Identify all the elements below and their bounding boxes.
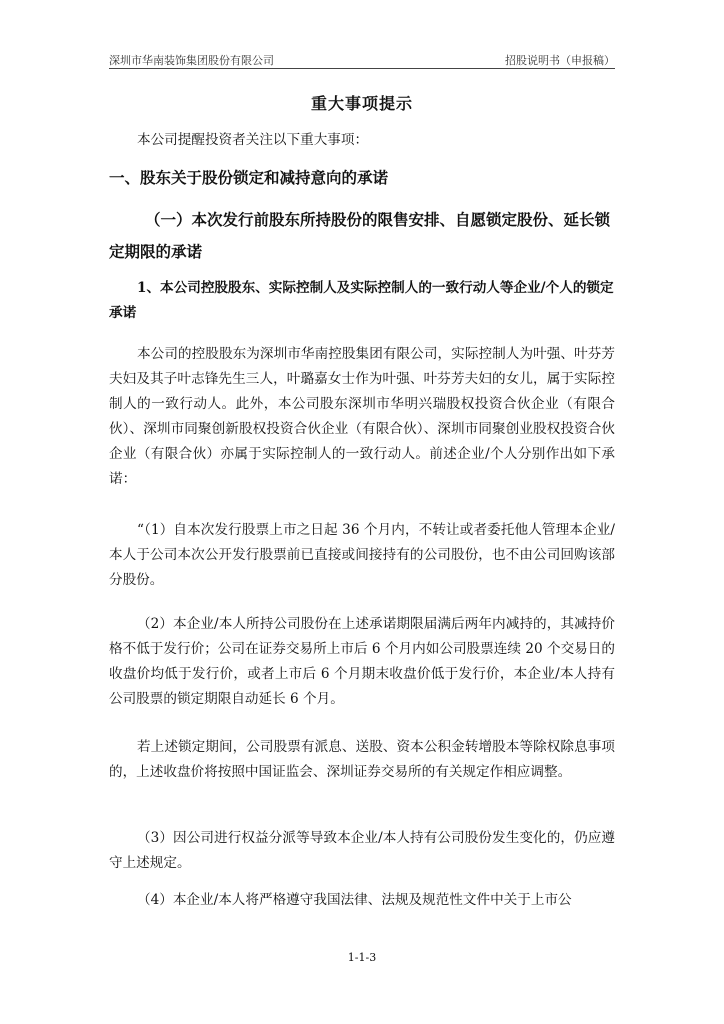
subsection-1-heading: （一）本次发行前股东所持股份的限售安排、自愿锁定股份、延长锁定期限的承诺 <box>109 211 611 261</box>
intro-paragraph: 本公司提醒投资者关注以下重大事项： <box>137 132 369 148</box>
header-company-name: 深圳市华南装饰集团股份有限公司 <box>109 54 274 67</box>
page-header <box>109 50 615 68</box>
paragraph-commitment-3: （3）因公司进行权益分派等导致本企业/本人持有公司股份发生变化的，仍应遵守上述规定。 <box>109 830 615 871</box>
section-1-heading: 一、股东关于股份锁定和减持意向的承诺 <box>109 169 389 187</box>
paragraph-controlling-shareholders: 本公司的控股股东为深圳市华南控股集团有限公司，实际控制人为叶强、叶芬芳夫妇及其子叶志锋先生三人，叶璐嘉女士作为叶强、叶芬芳夫妇的女儿，属于实际控制人的一致行动人。此外，本公司股东深圳市华明兴瑞股权投资合伙企业（有限合伙）、深圳市同聚创新股权投资合伙企业（有限合伙）、深圳市同聚创业股权投资合伙企业（有限合伙）亦属于实际控制人的一致行动人。前述企业/个人分别作出如下承诺： <box>109 346 615 487</box>
page-title: 重大事项提示 <box>310 94 413 113</box>
page-number: 1-1-3 <box>347 951 377 964</box>
paragraph-commitment-4: （4）本企业/本人将严格遵守我国法律、法规及规范性文件中关于上市公 <box>137 892 572 908</box>
paragraph-commitment-2: （2）本企业/本人所持公司股份在上述承诺期限届满后两年内减持的，其减持价格不低于发行价；公司在证券交易所上市后 6 个月内如公司股票连续 20 个交易日的收盘价均低于发行价，或者上市后 6 个月期末收盘价低于发行价，本企业/本人持有公司股票的锁定期限自动延长 6 个月。 <box>109 616 615 707</box>
paragraph-price-adjustment: 若上述锁定期间，公司股票有派息、送股、资本公积金转增股本等除权除息事项的，上述收盘价将按照中国证监会、深圳证券交易所的有关规定作相应调整。 <box>109 739 615 780</box>
item-1-heading: 1、本公司控股股东、实际控制人及实际控制人的一致行动人等企业/个人的锁定承诺 <box>109 280 614 321</box>
header-document-type: 招股说明书（申报稿） <box>505 54 615 67</box>
header-divider <box>109 68 615 69</box>
paragraph-commitment-1: “（1）自本次发行股票上市之日起 36 个月内，不转让或者委托他人管理本企业/本人于公司本次公开发行股票前已直接或间接持有的公司股份，也不由公司回购该部分股份。 <box>109 522 615 588</box>
